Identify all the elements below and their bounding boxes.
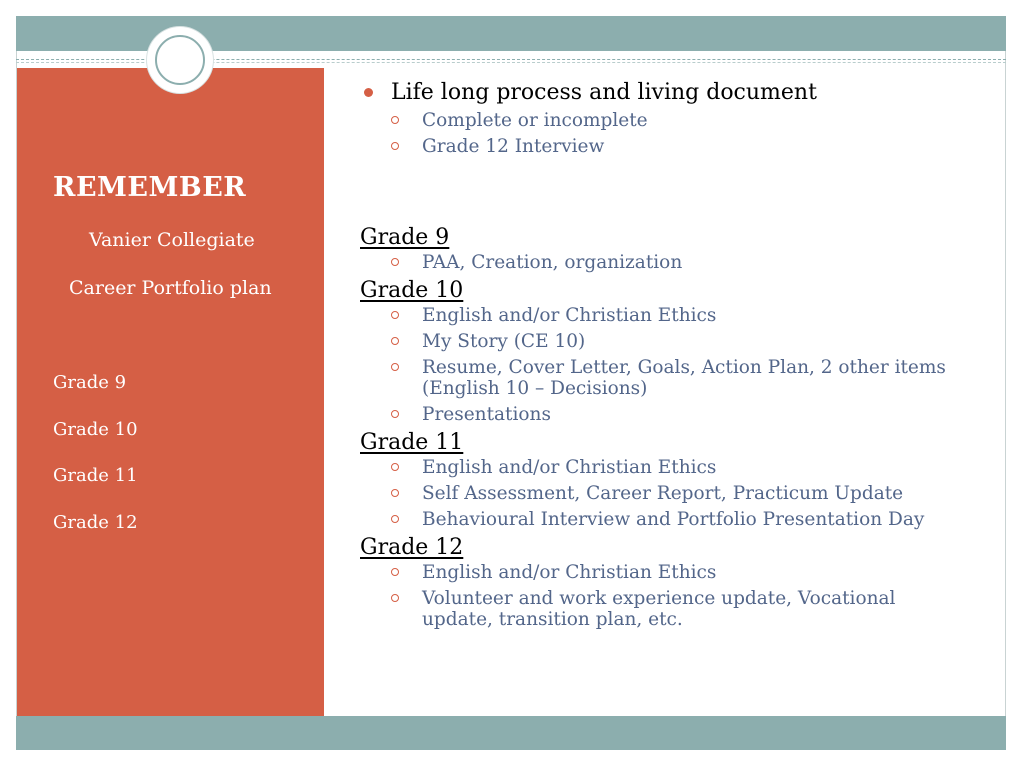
grade-heading: Grade 10 [360,278,464,303]
bullet-circle-icon [391,410,399,418]
side-subtitle-plan: Career Portfolio plan [69,277,272,299]
intro-bullet [360,78,980,108]
side-grade-item: Grade 12 [53,512,138,533]
bullet-dot-icon [364,88,373,97]
list-item: My Story (CE 10) [360,331,980,352]
bullet-circle-icon [391,142,399,150]
bottom-band [16,716,1006,750]
circle-ornament-icon [147,27,213,93]
list-item: Self Assessment, Career Report, Practicum Update [360,483,980,504]
side-title: REMEMBER [53,172,247,203]
list-item: Behavioural Interview and Portfolio Presentation Day [360,509,980,530]
list-item: Resume, Cover Letter, Goals, Action Plan, 2 other items (English 10 – Decisions) [360,357,982,399]
bullet-circle-icon [391,515,399,523]
list-item: Volunteer and work experience update, Vocational update, transition plan, etc. [360,588,962,630]
intro-text: Life long process and living document [391,80,817,105]
side-grade-item: Grade 9 [53,372,127,393]
list-item: Complete or incomplete [360,110,980,131]
side-grade-item: Grade 10 [53,419,138,440]
side-subtitle-school: Vanier Collegiate [89,229,255,251]
grade-heading: Grade 11 [360,430,464,455]
grade-heading: Grade 12 [360,535,464,560]
ornament-outer-ring [155,35,205,85]
list-item: English and/or Christian Ethics [360,305,980,326]
list-item: Presentations [360,404,980,425]
bullet-circle-icon [391,594,399,602]
grade-heading: Grade 9 [360,225,450,250]
list-item: English and/or Christian Ethics [360,562,980,583]
side-grade-item: Grade 11 [53,465,138,486]
bullet-circle-icon [391,311,399,319]
bullet-circle-icon [391,568,399,576]
bullet-circle-icon [391,116,399,124]
bullet-circle-icon [391,463,399,471]
list-item: Grade 12 Interview [360,136,980,157]
list-item: English and/or Christian Ethics [360,457,980,478]
bullet-circle-icon [391,363,399,371]
bullet-circle-icon [391,337,399,345]
bullet-circle-icon [391,489,399,497]
list-item: PAA, Creation, organization [360,252,980,273]
bullet-circle-icon [391,258,399,266]
main-content [360,78,980,630]
